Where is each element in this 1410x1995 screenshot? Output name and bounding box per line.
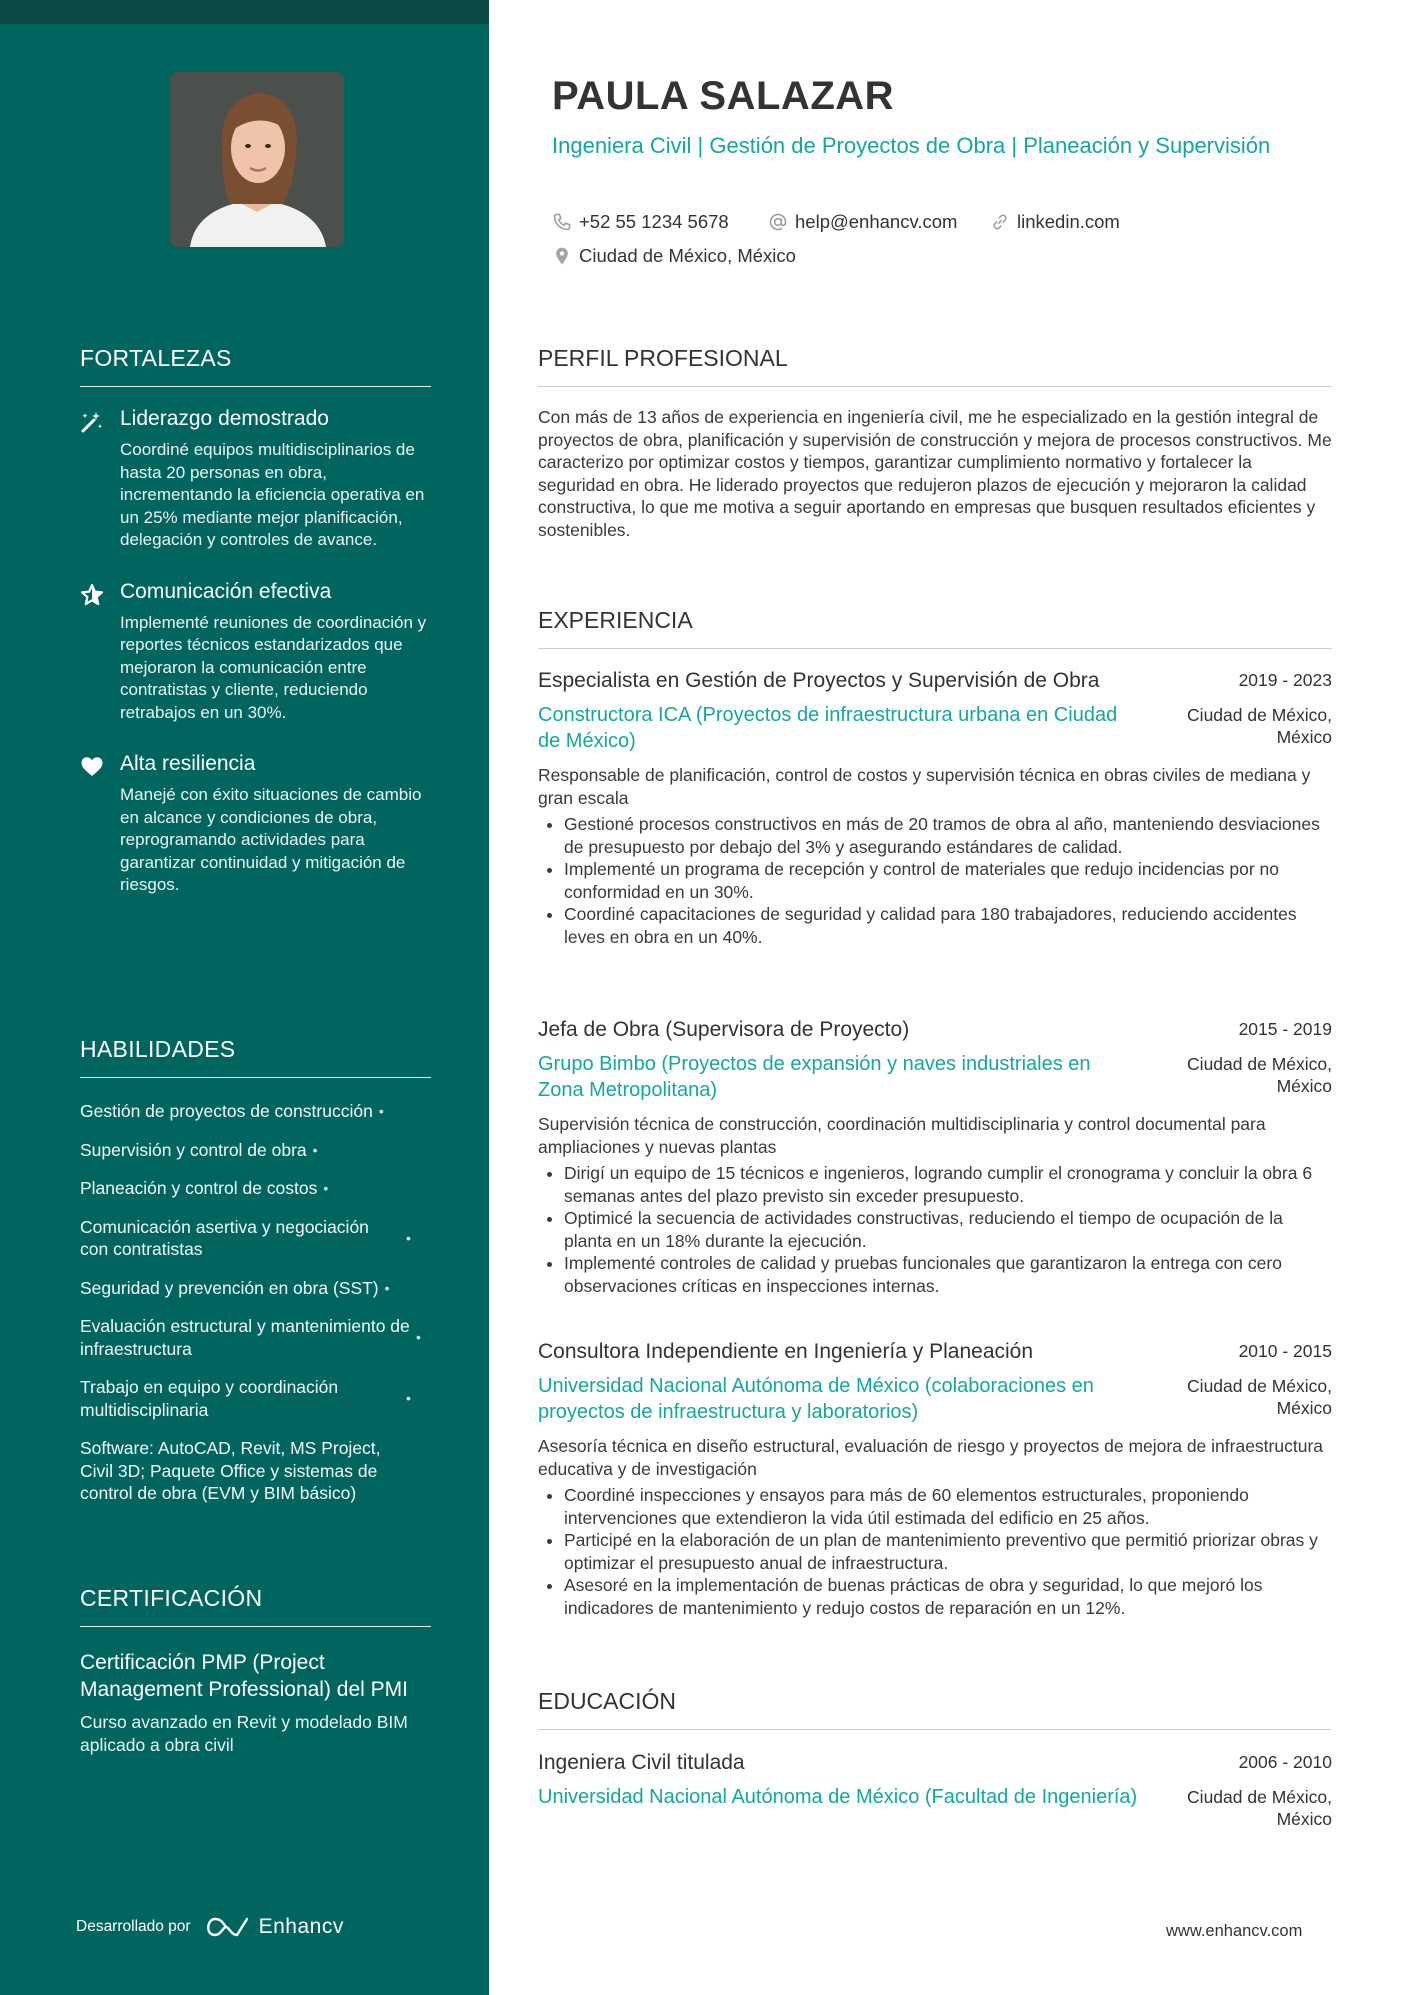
skill-item — [80, 1216, 431, 1261]
job-location — [1187, 704, 1332, 754]
skill-label: Comunicación asertiva y negociación con contratistas — [80, 1216, 369, 1259]
skills-title: HABILIDADES — [80, 1036, 431, 1078]
job-bullet: • Implementé controles de calidad y pruebas funcionales que garantizaron la entrega con cero observaciones críticas en inspecciones internas. — [564, 1252, 1332, 1297]
skill-label: Gestión de proyectos de construcción — [80, 1101, 373, 1121]
job-bullets — [538, 813, 1332, 948]
job-location-city: Ciudad de México, — [1187, 705, 1332, 725]
skill-item — [80, 1139, 431, 1162]
skills-section — [80, 1036, 431, 1521]
skill-item — [80, 1100, 431, 1123]
job-bullet: • Asesoré en la implementación de buenas prácticas de obra y seguridad, lo que mejoró los indicadores de mantenimiento y redujo costos de reparación en un 12%. — [564, 1574, 1332, 1619]
strength-title: Liderazgo demostrado — [120, 407, 329, 430]
job-company: Universidad Nacional Autónoma de México (colaboraciones en proyectos de infraestructura y laboratorios) — [538, 1375, 1094, 1423]
bullet-dot: • — [378, 1103, 384, 1119]
job-dates: 2019 - 2023 — [1238, 670, 1332, 690]
education-dates: 2006 - 2010 — [1238, 1752, 1332, 1772]
strength-title: Comunicación efectiva — [120, 579, 332, 603]
job-bullet: • Coordiné inspecciones y ensayos para más de 60 elementos estructurales, proponiendo intervenciones que extendieron la vida útil estimada del edificio en 25 años. — [564, 1484, 1332, 1529]
phone-text: +52 55 1234 5678 — [579, 211, 729, 232]
location-pin-icon — [552, 246, 572, 266]
degree-title: Ingeniera Civil titulada — [538, 1751, 745, 1774]
strength-title: Alta resiliencia — [120, 752, 256, 775]
location-text: Ciudad de México, México — [579, 245, 796, 266]
job-bullet: • Coordiné capacitaciones de seguridad y calidad para 180 trabajadores, reduciendo accidentes leves en obra en un 40%. — [564, 903, 1332, 948]
bullet-dot: • — [312, 1141, 318, 1158]
strength-description: Manejé con éxito situaciones de cambio en alcance y condiciones de obra, reprogramando actividades para garantizar continuidad y mitigación de riesgos. — [120, 785, 422, 894]
strength-description: Coordiné equipos multidisciplinarios de hasta 20 personas en obra, incrementando la eficiencia operativa en un 25% mediante mejor planificación, delegación y controles de avance. — [120, 440, 425, 549]
email-contact[interactable] — [768, 211, 957, 233]
skill-label: Seguridad y prevención en obra (SST) — [80, 1277, 379, 1298]
certification-section — [80, 1585, 431, 1756]
job-location — [1187, 1375, 1332, 1425]
skill-label: Evaluación estructural y mantenimiento de infraestructura — [80, 1316, 410, 1359]
skill-item — [80, 1277, 431, 1300]
job-title: Consultora Independiente en Ingeniería y Planeación — [538, 1340, 1034, 1363]
powered-by — [76, 1915, 344, 1939]
certification-description: Curso avanzado en Revit y modelado BIM aplicado a obra civil — [80, 1712, 408, 1755]
strength-item — [80, 407, 431, 552]
skill-label: Supervisión y control de obra — [80, 1139, 307, 1160]
experience-item — [538, 667, 1332, 948]
job-location-city: Ciudad de México, — [1187, 1054, 1332, 1074]
job-bullets — [538, 1162, 1332, 1297]
education-item — [538, 1749, 1332, 1830]
enhancv-brand: Enhancv — [258, 1915, 344, 1938]
job-dates: 2015 - 2019 — [1238, 1019, 1332, 1039]
bullet-dot: • — [323, 1180, 329, 1196]
bullet-dot: • — [416, 1329, 421, 1346]
skill-item — [80, 1437, 431, 1505]
profile-text: Con más de 13 años de experiencia en ingeniería civil, me he especializado en la gestión integral de proyectos de obra, planificación y supervisión de construcción y mejora de procesos constructivos. Me caracterizo por optimizar costos y tiempos, garantizar cumplimiento normativo y fortalecer la seguridad en obra. He liderado proyectos que redujeron plazos de ejecución y mejoraron la calidad constructiva, lo que me motiva a seguir aportando en empresas que busquen resultados eficientes y sostenibles. — [538, 407, 1332, 540]
powered-by-label: Desarrollado por — [76, 1918, 191, 1935]
job-title: Jefa de Obra (Supervisora de Proyecto) — [538, 1018, 910, 1041]
skill-item — [80, 1376, 431, 1421]
bullet-dot: • — [406, 1390, 411, 1407]
phone-icon — [552, 212, 572, 232]
experience-item — [538, 1338, 1332, 1619]
education-location-country: México — [1276, 1809, 1332, 1829]
wand-icon — [80, 407, 120, 552]
linkedin-contact[interactable] — [990, 211, 1120, 233]
phone-contact — [552, 211, 729, 233]
job-description: Asesoría técnica en diseño estructural, evaluación de riesgo y proyectos de mejora de infraestructura educativa y de investigación — [538, 1436, 1324, 1479]
top-band — [0, 0, 489, 24]
job-bullet: • Participé en la elaboración de un plan de mantenimiento preventivo que permitió priorizar obras y optimizar el presupuesto anual de infraestructura. — [564, 1529, 1332, 1574]
website-link[interactable]: www.enhancv.com — [1166, 1922, 1303, 1940]
skill-item — [80, 1315, 431, 1360]
job-bullet: • Optimicé la secuencia de actividades constructivas, reduciendo el tiempo de ocupación de la planta en un 18% durante la ejecución. — [564, 1207, 1332, 1252]
skill-label: Planeación y control de costos — [80, 1178, 318, 1198]
strengths-section — [80, 345, 431, 925]
link-icon — [990, 212, 1010, 232]
location-contact — [552, 245, 796, 267]
linkedin-text: linkedin.com — [1017, 211, 1120, 232]
job-location-country: México — [1276, 727, 1332, 747]
job-company: Constructora ICA (Proyectos de infraestructura urbana en Ciudad de México) — [538, 704, 1118, 752]
job-title: Especialista en Gestión de Proyectos y Supervisión de Obra — [538, 669, 1100, 692]
certification-title: CERTIFICACIÓN — [80, 1585, 431, 1627]
skill-label: Trabajo en equipo y coordinación multidisciplinaria — [80, 1377, 339, 1420]
candidate-name: PAULA SALAZAR — [552, 74, 895, 118]
email-text: help@enhancv.com — [795, 211, 958, 232]
education-title: EDUCACIÓN — [538, 1688, 1332, 1730]
job-description: Responsable de planificación, control de costos y supervisión técnica en obras civiles de mediana y gran escala — [538, 765, 1311, 808]
job-dates: 2010 - 2015 — [1238, 1341, 1332, 1361]
job-location-city: Ciudad de México, — [1187, 1376, 1332, 1396]
job-bullet: • Dirigí un equipo de 15 técnicos e ingenieros, logrando cumplir el cronograma y concluir la obra 6 semanas antes del plazo previsto sin exceder presupuesto. — [564, 1162, 1332, 1207]
bullet-dot: • — [406, 1229, 411, 1246]
strengths-title: FORTALEZAS — [80, 345, 431, 387]
heart-icon — [80, 752, 120, 897]
skill-item — [80, 1177, 431, 1200]
job-bullets — [538, 1484, 1332, 1619]
star-icon — [80, 580, 120, 725]
experience-item — [538, 1016, 1332, 1297]
education-location — [1187, 1786, 1332, 1830]
job-location-country: México — [1276, 1076, 1332, 1096]
education-location-city: Ciudad de México, — [1187, 1787, 1332, 1807]
strength-item — [80, 752, 431, 897]
certification-name: Certificación PMP (Project Management Professional) del PMI — [80, 1651, 408, 1701]
enhancv-logo-icon — [203, 1915, 249, 1939]
education-institution: Universidad Nacional Autónoma de México (Facultad de Ingeniería) — [538, 1786, 1138, 1808]
at-icon — [768, 212, 788, 232]
avatar — [170, 72, 344, 247]
job-bullet: • Implementé un programa de recepción y control de materiales que redujo incidencias por no conformidad en un 30%. — [564, 858, 1332, 903]
experience-title: EXPERIENCIA — [538, 607, 1332, 649]
bullet-dot: • — [384, 1279, 390, 1296]
strength-description: Implementé reuniones de coordinación y reportes técnicos estandarizados que mejoraron la comunicación entre contratistas y cliente, reduciendo retrabajos en un 30%. — [120, 612, 427, 722]
profile-title: PERFIL PROFESIONAL — [538, 345, 1332, 387]
job-location-country: México — [1276, 1398, 1332, 1418]
strength-item — [80, 580, 431, 725]
headline: Ingeniera Civil | Gestión de Proyectos de Obra | Planeación y Supervisión — [552, 133, 1271, 158]
sidebar — [0, 0, 489, 1995]
job-company: Grupo Bimbo (Proyectos de expansión y naves industriales en Zona Metropolitana) — [538, 1053, 1091, 1101]
job-description: Supervisión técnica de construcción, coordinación multidisciplinaria y control documental para ampliaciones y nuevas plantas — [538, 1114, 1266, 1157]
job-location — [1187, 1053, 1332, 1103]
job-bullet: • Gestioné procesos constructivos en más de 20 tramos de obra al año, manteniendo desviaciones de presupuesto por debajo del 3% y asegurando estándares de calidad. — [564, 813, 1332, 858]
skill-label: Software: AutoCAD, Revit, MS Project, Civil 3D; Paquete Office y sistemas de control de obra (EVM y BIM básico) — [80, 1438, 381, 1503]
profile-photo — [170, 72, 344, 247]
